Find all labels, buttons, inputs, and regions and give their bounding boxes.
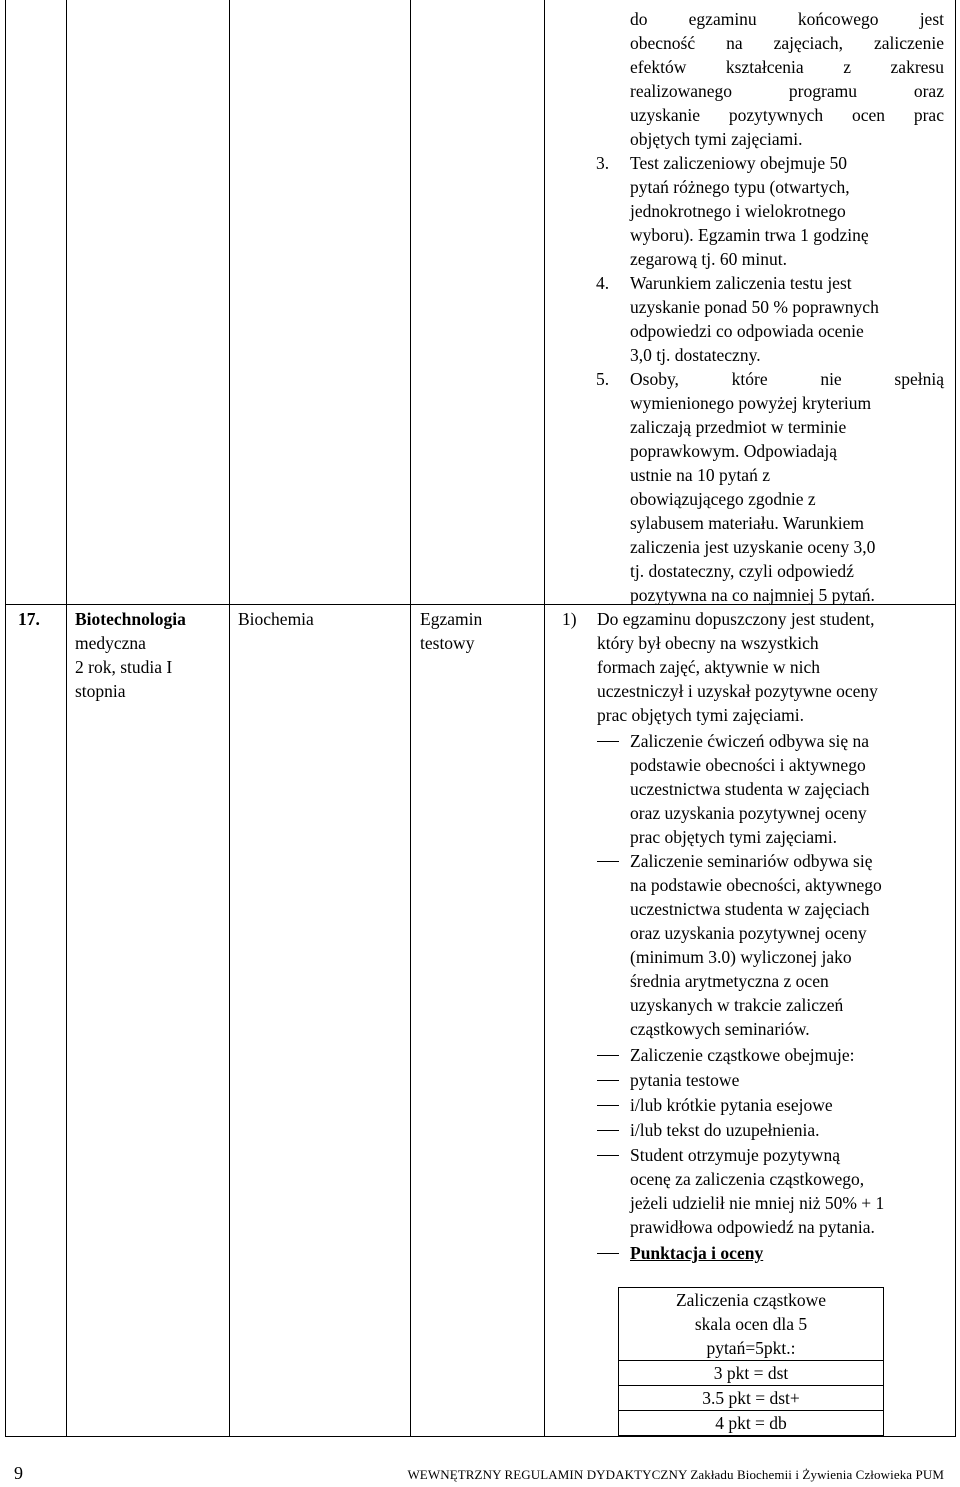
item-4-text bbox=[630, 271, 944, 367]
text-line: obecność na zajęciach, zaliczenie bbox=[630, 33, 944, 53]
text-line: na podstawie obecności, aktywnego bbox=[630, 875, 882, 895]
table-border-right bbox=[955, 0, 956, 1437]
text-line: Zaliczenie seminariów odbywa się bbox=[630, 851, 873, 871]
text-line: realizowanego programu oraz bbox=[630, 81, 944, 101]
table-row bbox=[619, 1288, 884, 1361]
dash-bullet-icon bbox=[597, 861, 619, 862]
table-border-col4 bbox=[544, 0, 545, 1437]
text-line: poprawkowym. Odpowiadają bbox=[630, 441, 838, 461]
text-line: wyboru). Egzamin trwa 1 godzinę bbox=[630, 225, 869, 245]
text-line: formach zajęć, aktywnie w nich bbox=[597, 657, 821, 677]
table-header-cell bbox=[619, 1288, 884, 1361]
text-line: średnia arytmetyczna z ocen bbox=[630, 971, 829, 991]
bullet-text bbox=[630, 729, 944, 849]
text-line: i/lub krótkie pytania esejowe bbox=[630, 1095, 833, 1115]
text-line: Osoby, które nie spełnią bbox=[630, 369, 944, 389]
text-line: Do egzaminu dopuszczony jest student, bbox=[597, 609, 875, 629]
text-line: Zaliczenie cząstkowe obejmuje: bbox=[630, 1045, 855, 1065]
text-line: medyczna bbox=[75, 633, 146, 653]
text-line: i/lub tekst do uzupełnienia. bbox=[630, 1120, 820, 1140]
text-line: obowiązującego zgodnie z bbox=[630, 489, 816, 509]
text-line: do egzaminu końcowego jest bbox=[630, 9, 944, 29]
footer-text: WEWNĘTRZNY REGULAMIN DYDAKTYCZNY Zakładu Biochemii i Żywienia Człowieka PUM bbox=[407, 1467, 944, 1482]
text-line: oraz uzyskania pozytywnej oceny bbox=[630, 923, 867, 943]
table-row bbox=[619, 1386, 884, 1411]
subject-name: Biochemia bbox=[238, 609, 314, 629]
dash-bullet-icon bbox=[597, 1130, 619, 1131]
text-line: Zaliczenie ćwiczeń odbywa się na bbox=[630, 731, 870, 751]
text-line: ocenę za zaliczenia cząstkowego, bbox=[630, 1169, 865, 1189]
item-number: 3. bbox=[596, 153, 610, 173]
table-cell: 4 pkt = db bbox=[619, 1411, 884, 1436]
text-line: Biotechnologia bbox=[75, 609, 186, 629]
text-line: pozytywna na co najmniej 5 pytań. bbox=[630, 585, 875, 605]
dash-bullet-icon bbox=[597, 1105, 619, 1106]
text-line: Test zaliczeniowy obejmuje 50 bbox=[630, 153, 847, 173]
bullet-text bbox=[630, 849, 944, 1041]
dash-bullet-icon bbox=[597, 1253, 619, 1254]
table-border-col3 bbox=[410, 0, 411, 1437]
text-line: objętych tymi zajęciami. bbox=[630, 129, 803, 149]
text-line: tj. dostateczny, czyli odpowiedź bbox=[630, 561, 854, 581]
text-line: zaliczenia jest uzyskanie oceny 3,0 bbox=[630, 537, 876, 557]
grade-scale-table bbox=[618, 1287, 884, 1436]
condition-text bbox=[597, 607, 944, 727]
bullet-text bbox=[630, 1093, 833, 1117]
dash-bullet-icon bbox=[597, 1055, 619, 1056]
exam-form bbox=[420, 607, 482, 655]
text-line: Warunkiem zaliczenia testu jest bbox=[630, 273, 852, 293]
text-line: uczestniczył i uzyskał pozytywne oceny bbox=[597, 681, 878, 701]
text-line: uczestnictwa studenta w zajęciach bbox=[630, 779, 870, 799]
condition-number: 1) bbox=[562, 609, 577, 629]
item-number: 4. bbox=[596, 273, 610, 293]
dash-bullet-icon bbox=[597, 1155, 619, 1156]
text-line: efektów kształcenia z zakresu bbox=[630, 57, 944, 77]
table-row bbox=[619, 1411, 884, 1436]
text-line: Zaliczenia cząstkowe bbox=[675, 1290, 827, 1310]
text-line: zegarową tj. 60 minut. bbox=[630, 249, 787, 269]
text-line: pytania testowe bbox=[630, 1070, 740, 1090]
table-cell: 3 pkt = dst bbox=[619, 1361, 884, 1386]
text-line: sylabusem materiału. Warunkiem bbox=[630, 513, 864, 533]
text-line: wymienionego powyżej kryterium bbox=[630, 393, 872, 413]
text-line: podstawie obecności i aktywnego bbox=[630, 755, 866, 775]
bullet-text bbox=[630, 1118, 820, 1142]
text-line: 2 rok, studia I bbox=[75, 657, 173, 677]
text-line: 3,0 tj. dostateczny. bbox=[630, 345, 761, 365]
text-line: uzyskanie ponad 50 % poprawnych bbox=[630, 297, 879, 317]
table-border-col1 bbox=[66, 0, 67, 1437]
text-line: odpowiedzi co odpowiada ocenie bbox=[630, 321, 864, 341]
text-line: Egzamin bbox=[420, 609, 483, 629]
text-line: uczestnictwa studenta w zajęciach bbox=[630, 899, 870, 919]
page-number: 9 bbox=[14, 1463, 23, 1483]
text-line: oraz uzyskania pozytywnej oceny bbox=[630, 803, 867, 823]
program-name bbox=[75, 607, 223, 703]
prev-row-intro bbox=[630, 7, 944, 151]
text-line: prac objętych tymi zajęciami. bbox=[630, 827, 837, 847]
text-line: jeżeli udzielił nie mniej niż 50% + 1 bbox=[630, 1193, 885, 1213]
punktacja-heading: Punktacja i oceny bbox=[630, 1243, 764, 1263]
text-line: (minimum 3.0) wyliczonej jako bbox=[630, 947, 852, 967]
table-border-col2 bbox=[229, 0, 230, 1437]
bullet-text bbox=[630, 1143, 944, 1239]
text-line: cząstkowych seminariów. bbox=[630, 1019, 810, 1039]
bullet-text bbox=[630, 1043, 854, 1067]
text-line: stopnia bbox=[75, 681, 126, 701]
item-number: 5. bbox=[596, 369, 610, 389]
text-line: uzyskanie pozytywnych ocen prac bbox=[630, 105, 944, 125]
table-border-left bbox=[5, 0, 6, 1437]
text-line: zaliczają przedmiot w terminie bbox=[630, 417, 847, 437]
dash-bullet-icon bbox=[597, 1080, 619, 1081]
text-line: skala ocen dla 5 bbox=[694, 1314, 808, 1334]
text-line: jednokrotnego i wielokrotnego bbox=[630, 201, 846, 221]
text-line: uzyskanych w trakcie zaliczeń bbox=[630, 995, 844, 1015]
text-line: Student otrzymuje pozytywną bbox=[630, 1145, 840, 1165]
text-line: testowy bbox=[420, 633, 475, 653]
text-line: pytań=5pkt.: bbox=[706, 1338, 796, 1358]
dash-bullet-icon bbox=[597, 741, 619, 742]
table-cell: 3.5 pkt = dst+ bbox=[619, 1386, 884, 1411]
item-3-text bbox=[630, 151, 944, 271]
table-row bbox=[619, 1361, 884, 1386]
table-border-bottom bbox=[5, 1436, 956, 1437]
bullet-text bbox=[630, 1068, 739, 1092]
text-line: prac objętych tymi zajęciami. bbox=[597, 705, 804, 725]
text-line: pytań różnego typu (otwartych, bbox=[630, 177, 850, 197]
text-line: ustnie na 10 pytań z bbox=[630, 465, 770, 485]
row-number: 17. bbox=[18, 609, 40, 629]
text-line: prawidłowa odpowiedź na pytania. bbox=[630, 1217, 875, 1237]
text-line: który był obecny na wszystkich bbox=[597, 633, 819, 653]
item-5-text bbox=[630, 367, 944, 607]
